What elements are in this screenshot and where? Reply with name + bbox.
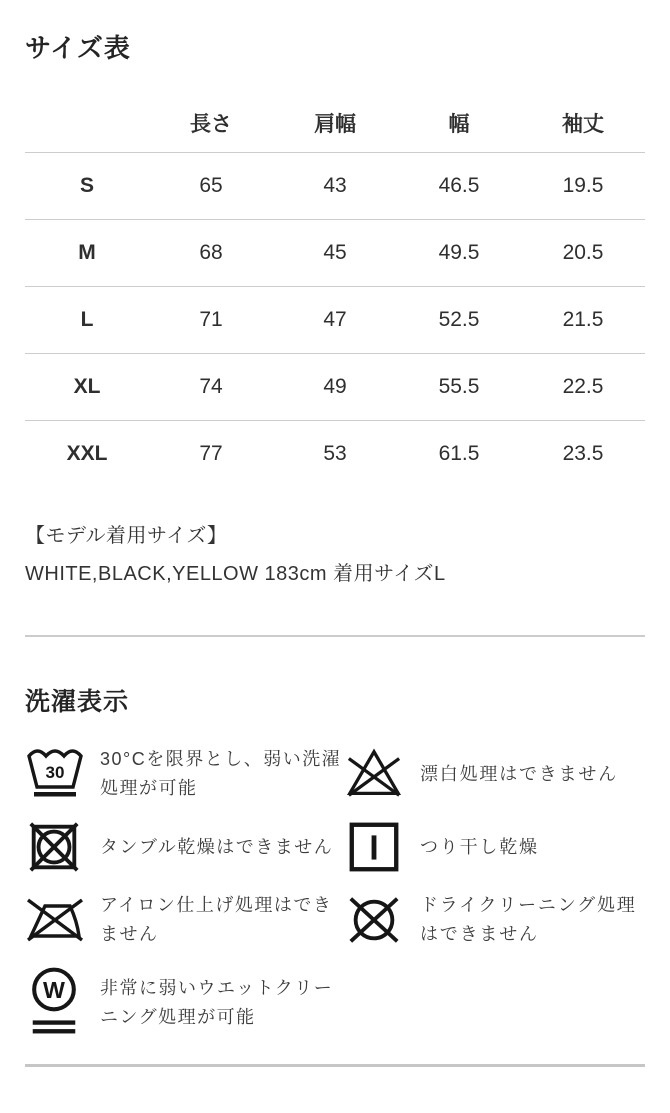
- model-size-heading: 【モデル着用サイズ】: [25, 525, 228, 547]
- section-divider: [25, 635, 645, 637]
- svg-text:30: 30: [45, 763, 65, 782]
- line-dry-icon: [345, 818, 405, 876]
- care-symbol-grid: [25, 745, 645, 1042]
- header-cell-shoulder: 肩幅: [314, 113, 356, 137]
- gentle-wet-clean-icon: [25, 964, 85, 1042]
- size-cell: XL: [73, 374, 101, 398]
- wash-30-gentle-icon: [25, 745, 85, 803]
- measurement-cell: 19.5: [562, 173, 604, 197]
- care-item-gentle-wet-clean: [25, 964, 345, 1042]
- measurement-cell: 71: [199, 307, 223, 331]
- measurement-cell: 45: [323, 240, 347, 264]
- size-cell: L: [80, 307, 94, 331]
- measurement-cell: 22.5: [562, 374, 604, 398]
- measurement-cell: 47: [323, 307, 347, 331]
- measurement-cell: 61.5: [438, 441, 480, 465]
- model-size-detail: WHITE,BLACK,YELLOW 183cm 着用サイズL: [25, 563, 446, 585]
- care-item-no-iron: [25, 891, 345, 949]
- measurement-cell: 23.5: [562, 441, 604, 465]
- size-row-xxl: [25, 420, 645, 487]
- care-item-label: 非常に弱いウエットクリーニング処理が可能: [100, 978, 334, 1027]
- size-chart-table: [25, 95, 645, 487]
- header-cell-size: [25, 95, 149, 152]
- care-item-label: ドライクリーニング処理はできません: [420, 895, 637, 944]
- measurement-cell: 21.5: [562, 307, 604, 331]
- measurement-cell: 20.5: [562, 240, 604, 264]
- measurement-cell: 65: [199, 173, 223, 197]
- bottom-divider: [25, 1064, 645, 1067]
- care-item-label: 漂白処理はできません: [420, 763, 618, 784]
- size-row-m: [25, 219, 645, 286]
- svg-text:W: W: [43, 977, 65, 1004]
- size-cell: M: [78, 240, 96, 264]
- measurement-cell: 52.5: [438, 307, 480, 331]
- size-cell: XXL: [66, 441, 108, 465]
- measurement-cell: 74: [199, 374, 223, 398]
- measurement-cell: 49.5: [438, 240, 480, 264]
- care-item-no-dry-clean: [345, 891, 645, 949]
- no-dry-clean-icon: [345, 891, 405, 949]
- model-size-info: [25, 517, 645, 593]
- care-item-line-dry: [345, 818, 645, 876]
- header-cell-length: 長さ: [190, 113, 232, 137]
- size-row-s: [25, 152, 645, 219]
- measurement-cell: 43: [323, 173, 347, 197]
- measurement-cell: 68: [199, 240, 223, 264]
- no-iron-icon: [25, 891, 85, 949]
- header-cell-width: 幅: [448, 113, 470, 137]
- no-bleach-icon: [345, 745, 405, 803]
- care-item-label: タンブル乾燥はできません: [100, 836, 334, 857]
- care-item-label: アイロン仕上げ処理はできません: [100, 895, 333, 944]
- measurement-cell: 49: [323, 374, 347, 398]
- measurement-cell: 77: [199, 441, 223, 465]
- product-detail-page: [0, 33, 670, 1067]
- size-row-xl: [25, 353, 645, 420]
- size-table-header-row: [25, 95, 645, 152]
- measurement-cell: 53: [323, 441, 347, 465]
- header-cell-sleeve: 袖丈: [562, 113, 604, 137]
- care-item-no-tumble-dry: [25, 818, 345, 876]
- size-row-l: [25, 286, 645, 353]
- care-label-title: 洗濯表示: [25, 688, 130, 716]
- size-chart-title: サイズ表: [25, 33, 131, 63]
- measurement-cell: 46.5: [438, 173, 480, 197]
- care-item-no-bleach: [345, 745, 645, 803]
- size-cell: S: [79, 173, 94, 197]
- measurement-cell: 55.5: [438, 374, 480, 398]
- care-item-label: つり干し乾燥: [420, 836, 539, 857]
- care-item-wash-30: [25, 745, 345, 803]
- no-tumble-dry-icon: [25, 818, 85, 876]
- care-item-label: 30°Cを限界とし、弱い洗濯処理が可能: [100, 749, 342, 798]
